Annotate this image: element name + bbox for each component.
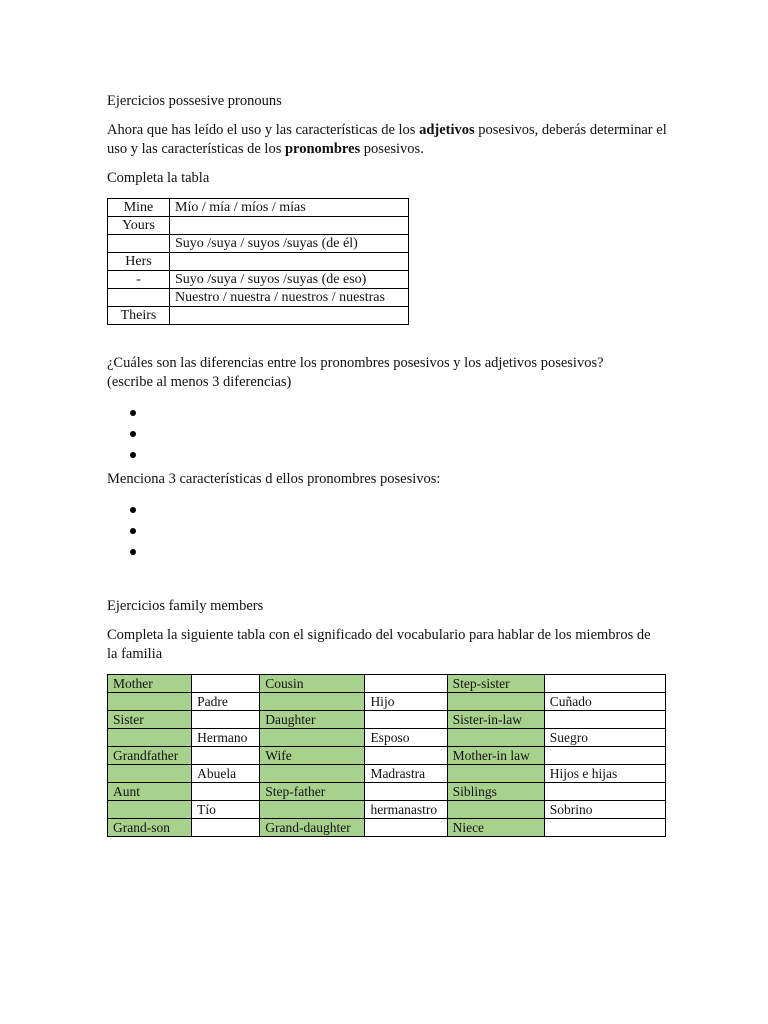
table-label: Completa la tabla (107, 170, 210, 186)
spanish-term-cell: Sobrino (544, 801, 665, 819)
english-term-cell: Aunt (108, 783, 192, 801)
spanish-term-cell[interactable] (544, 819, 665, 837)
spanish-term-cell[interactable] (544, 747, 665, 765)
spanish-term-cell[interactable] (192, 675, 260, 693)
english-term-cell[interactable] (260, 765, 365, 783)
bullet-item[interactable] (107, 445, 667, 466)
spanish-term-cell[interactable] (192, 819, 260, 837)
pronouns-table-row (108, 217, 409, 235)
spanish-pronoun-cell[interactable] (170, 307, 409, 325)
english-pronoun-cell: Hers (108, 253, 170, 271)
spanish-pronoun-cell[interactable] (170, 253, 409, 271)
english-term-cell[interactable] (447, 801, 544, 819)
bullet-item[interactable] (107, 500, 667, 521)
section2-title: Ejercicios family members (107, 598, 264, 614)
english-term-cell[interactable] (108, 693, 192, 711)
spanish-term-cell: Hijo (365, 693, 447, 711)
spanish-term-cell: Padre (192, 693, 260, 711)
english-pronoun-cell: Theirs (108, 307, 170, 325)
spanish-term-cell[interactable] (192, 747, 260, 765)
english-term-cell[interactable] (108, 801, 192, 819)
english-term-cell: Wife (260, 747, 365, 765)
spanish-term-cell[interactable] (192, 783, 260, 801)
english-term-cell: Step-father (260, 783, 365, 801)
spanish-term-cell: Tío (192, 801, 260, 819)
spanish-term-cell: hermanastro (365, 801, 447, 819)
section1-intro: Ahora que has leído el uso y las características de los adjetivos posesivos, deberás determinar el uso y las características de los pronombres posesivos. (107, 122, 667, 157)
spanish-term-cell[interactable] (544, 675, 665, 693)
english-term-cell[interactable] (447, 729, 544, 747)
spanish-term-cell: Abuela (192, 765, 260, 783)
bullet-icon (130, 452, 136, 458)
english-term-cell[interactable] (447, 693, 544, 711)
family-members-table (107, 674, 666, 837)
section2-instruction: Completa la siguiente tabla con el significado del vocabulario para hablar de los miembros de la familia (107, 627, 651, 662)
english-term-cell[interactable] (260, 801, 365, 819)
pronouns-table-row (108, 289, 409, 307)
english-term-cell[interactable] (108, 729, 192, 747)
spanish-pronoun-cell: Suyo /suya / suyos /suyas (de eso) (170, 271, 409, 289)
english-term-cell: Mother (108, 675, 192, 693)
bullet-item[interactable] (107, 521, 667, 542)
spanish-term-cell: Hijos e hijas (544, 765, 665, 783)
spanish-pronoun-cell: Mío / mía / míos / mías (170, 199, 409, 217)
english-term-cell: Step-sister (447, 675, 544, 693)
family-table-row (108, 783, 666, 801)
spanish-term-cell: Hermano (192, 729, 260, 747)
characteristics-bullet-list (107, 500, 667, 563)
differences-question: ¿Cuáles son las diferencias entre los pronombres posesivos y los adjetivos posesivos? (escribe al menos 3 diferencias) (107, 355, 604, 390)
spanish-pronoun-cell: Suyo /suya / suyos /suyas (de él) (170, 235, 409, 253)
spanish-term-cell[interactable] (365, 819, 447, 837)
english-term-cell: Grandfather (108, 747, 192, 765)
spanish-term-cell: Suegro (544, 729, 665, 747)
bullet-icon (130, 431, 136, 437)
family-table-row (108, 675, 666, 693)
english-term-cell: Cousin (260, 675, 365, 693)
bullet-icon (130, 549, 136, 555)
spanish-term-cell[interactable] (192, 711, 260, 729)
family-table-row (108, 747, 666, 765)
spanish-term-cell[interactable] (365, 675, 447, 693)
mention-text: Menciona 3 características d ellos pronombres posesivos: (107, 471, 441, 487)
family-table-row (108, 711, 666, 729)
spanish-term-cell: Madrastra (365, 765, 447, 783)
spanish-term-cell: Cuñado (544, 693, 665, 711)
spanish-term-cell[interactable] (365, 783, 447, 801)
pronouns-table-row (108, 235, 409, 253)
english-term-cell[interactable] (108, 765, 192, 783)
english-term-cell[interactable] (260, 729, 365, 747)
english-term-cell: Sister-in-law (447, 711, 544, 729)
spanish-pronoun-cell: Nuestro / nuestra / nuestros / nuestras (170, 289, 409, 307)
bullet-item[interactable] (107, 403, 667, 424)
english-pronoun-cell[interactable] (108, 235, 170, 253)
bullet-item[interactable] (107, 542, 667, 563)
english-term-cell: Siblings (447, 783, 544, 801)
pronouns-table-row (108, 199, 409, 217)
bullet-icon (130, 528, 136, 534)
section1-title: Ejercicios possesive pronouns (107, 93, 282, 109)
bullet-item[interactable] (107, 424, 667, 445)
family-table-row (108, 729, 666, 747)
pronouns-table-row (108, 307, 409, 325)
english-term-cell: Sister (108, 711, 192, 729)
pronouns-table-row (108, 271, 409, 289)
spanish-term-cell[interactable] (365, 747, 447, 765)
differences-bullet-list (107, 403, 667, 466)
spanish-pronoun-cell[interactable] (170, 217, 409, 235)
spanish-term-cell: Esposo (365, 729, 447, 747)
family-table-row (108, 765, 666, 783)
english-term-cell: Daughter (260, 711, 365, 729)
english-term-cell: Niece (447, 819, 544, 837)
english-term-cell: Grand-son (108, 819, 192, 837)
family-table-row (108, 801, 666, 819)
english-term-cell[interactable] (260, 693, 365, 711)
english-term-cell: Mother-in law (447, 747, 544, 765)
family-table-row (108, 819, 666, 837)
bullet-icon (130, 507, 136, 513)
pronouns-table-row (108, 253, 409, 271)
english-pronoun-cell: Mine (108, 199, 170, 217)
english-pronoun-cell: Yours (108, 217, 170, 235)
spanish-term-cell[interactable] (544, 711, 665, 729)
bullet-icon (130, 410, 136, 416)
english-term-cell: Grand-daughter (260, 819, 365, 837)
english-pronoun-cell: - (108, 271, 170, 289)
pronouns-table (107, 198, 409, 325)
family-table-row (108, 693, 666, 711)
spanish-term-cell[interactable] (544, 783, 665, 801)
english-pronoun-cell[interactable] (108, 289, 170, 307)
english-term-cell[interactable] (447, 765, 544, 783)
document-page (107, 92, 667, 837)
spanish-term-cell[interactable] (365, 711, 447, 729)
